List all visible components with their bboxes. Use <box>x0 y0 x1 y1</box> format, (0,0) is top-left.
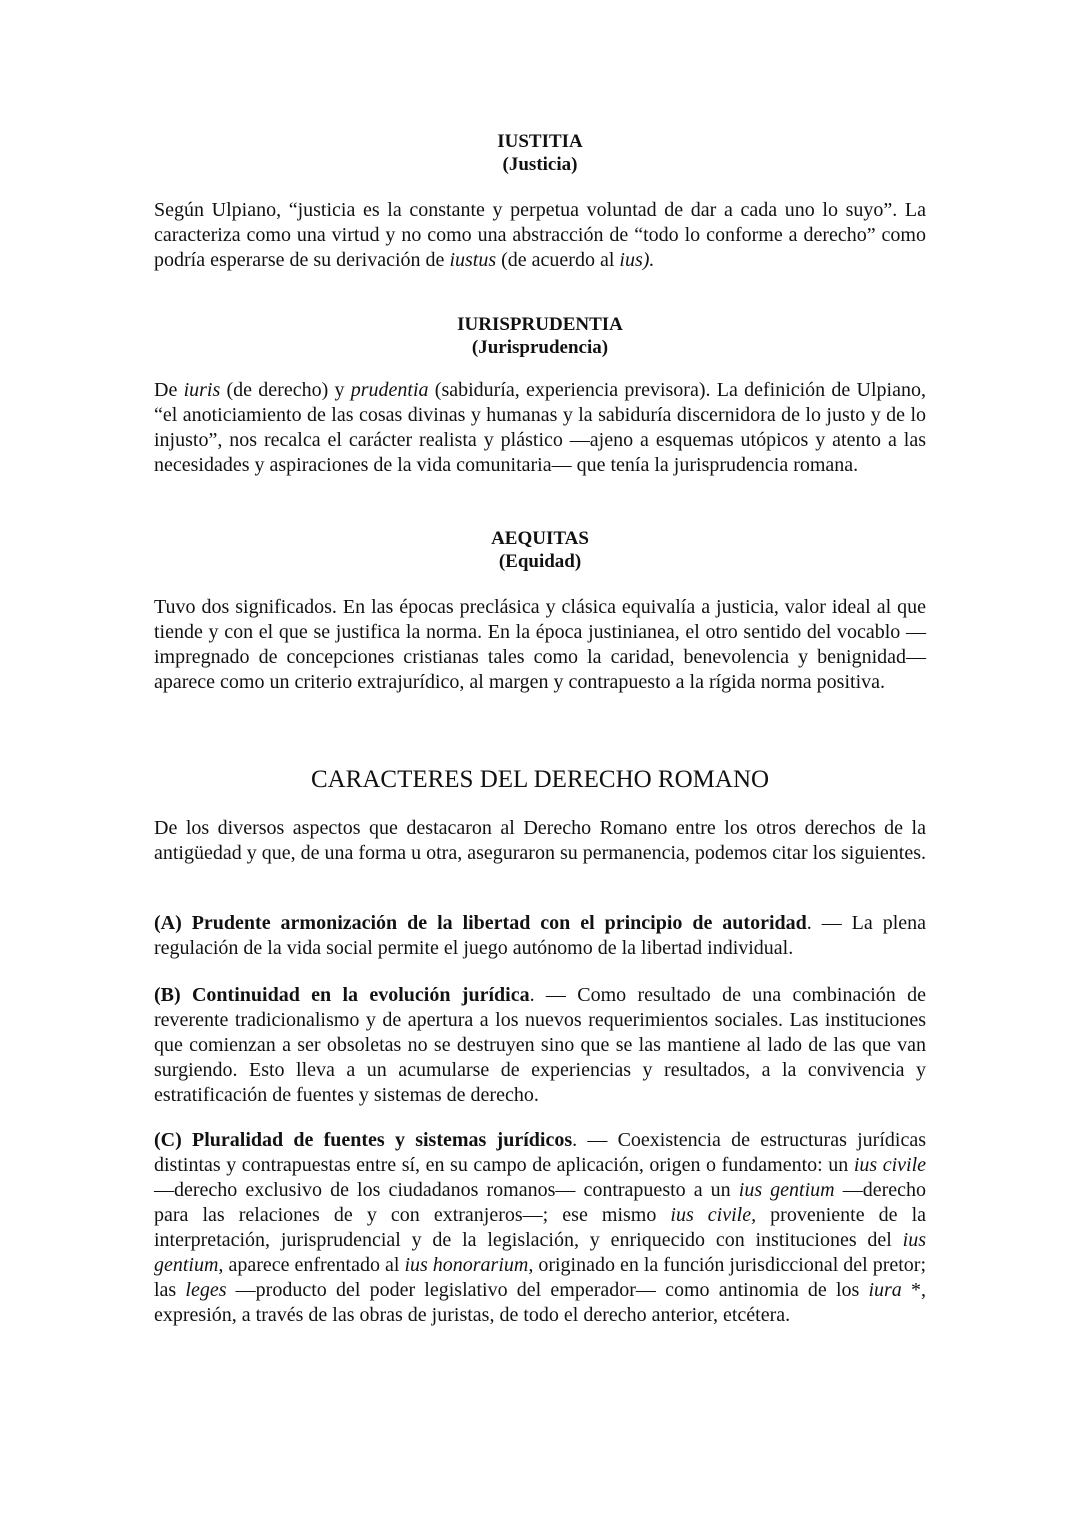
caracteres-intro <box>154 816 926 866</box>
section-paragraph <box>154 198 926 273</box>
text-run: (de derecho) y <box>220 379 351 401</box>
caracter-paragraph <box>154 1128 926 1328</box>
bold-heading: (A) Prudente armonización de la libertad con el principio de autoridad <box>154 912 807 934</box>
section-title: AEQUITAS <box>491 528 589 549</box>
caracter-c <box>154 1128 926 1328</box>
section-title: IURISPRUDENTIA <box>457 314 623 335</box>
bold-heading: (B) Continuidad en la evolución jurídica <box>154 984 530 1006</box>
section-paragraph <box>154 595 926 695</box>
text-run: De <box>154 379 184 401</box>
text-run: (de acuerdo al <box>496 249 620 271</box>
italic-term: ius civile, <box>670 1204 757 1226</box>
section-subtitle: (Equidad) <box>498 551 582 572</box>
bold-heading: (C) Pluralidad de fuentes y sistemas jurídicos <box>154 1129 573 1151</box>
text-run: . — Coexistencia de estructuras jurídicas distintas y contrapuestas entre sí, en su campo de aplicación, origen o fundamento: un <box>154 1129 926 1176</box>
italic-term: ius gentium, <box>154 1229 926 1276</box>
section-iustitia <box>154 130 926 273</box>
text-run: aparece enfrentado al <box>223 1254 405 1276</box>
italic-term: iuris <box>183 379 221 401</box>
italic-term: prudentia <box>350 379 429 401</box>
text-run: De los diversos aspectos que destacaron al Derecho Romano entre los otros derechos de la antigüedad y que, de una forma u otra, aseguraron su permanencia, podemos citar los siguientes. <box>154 817 926 864</box>
text-run: originado en la función jurisdiccional del pretor; las <box>154 1254 926 1301</box>
text-run: —derecho exclusivo de los ciudadanos romanos— contrapuesto a un <box>154 1179 739 1201</box>
italic-term: ius honorarium, <box>404 1254 534 1276</box>
intro-paragraph <box>154 816 926 866</box>
italic-term: ius gentium <box>738 1179 835 1201</box>
caracter-a <box>154 911 926 961</box>
section-paragraph <box>154 378 926 478</box>
caracter-paragraph <box>154 911 926 961</box>
caracter-paragraph <box>154 983 926 1108</box>
italic-term: ius). <box>619 249 655 271</box>
text-run: proveniente de la interpretación, jurisprudencial y de la legislación, y enriquecido con instituciones del <box>154 1204 927 1251</box>
text-run: (sabiduría, experiencia previsora). La definición de Ulpiano, “el anoticiamiento de las cosas divinas y humanas y la sabiduría discernidora de lo justo y de lo injusto”, nos recalca el carácter realista y plástico —ajeno a esquemas utópicos y atento a las necesidades y aspiraciones de la vida comunitaria— que tenía la jurisprudencia romana. <box>154 379 926 476</box>
italic-term: ius civile <box>853 1154 927 1176</box>
section-subtitle: (Justicia) <box>502 154 578 175</box>
caracteres-heading: CARACTERES DEL DERECHO ROMANO <box>310 766 770 793</box>
section-aequitas <box>154 527 926 695</box>
caracter-b <box>154 983 926 1108</box>
text-run: Según Ulpiano, “justicia es la constante y perpetua voluntad de dar a cada uno lo suyo”. La caracteriza como una virtud y no como una abstracción de “todo lo conforme a derecho” como podría esperarse de su derivación de <box>154 199 926 271</box>
italic-term: iustus <box>449 249 497 271</box>
section-title: IUSTITIA <box>497 131 583 152</box>
text-run: . — Como resultado de una combinación de reverente tradicionalismo y de apertura a los nuevos requerimientos sociales. Las instituciones que comienzan a ser obsoletas no se destruyen sino que se las mantiene al lado de las que van surgiendo. Esto lleva a un acumularse de experiencias y resultados, a la convivencia y estratificación de fuentes y sistemas de derecho. <box>154 984 927 1106</box>
section-iurisprudentia <box>154 313 926 478</box>
text-run: *, expresión, a través de las obras de juristas, de todo el derecho anterior, etcétera. <box>154 1279 926 1326</box>
text-run: . — La plena regulación de la vida social permite el juego autónomo de la libertad individual. <box>154 912 927 959</box>
italic-term: iura <box>868 1279 902 1301</box>
section-subtitle: (Jurisprudencia) <box>471 337 609 358</box>
italic-term: leges <box>185 1279 227 1301</box>
text-run: —derecho para las relaciones de y con extranjeros—; ese mismo <box>154 1179 926 1226</box>
text-run: —producto del poder legislativo del emperador— como antinomia de los <box>226 1279 869 1301</box>
text-run: Tuvo dos significados. En las épocas preclásica y clásica equivalía a justicia, valor ideal al que tiende y con el que se justifica la norma. En la época justinianea, el otro sentido del vocablo —impregnado de concepciones cristianas tales como la caridad, benevolencia y benignidad— aparece como un criterio extrajurídico, al margen y contrapuesto a la rígida norma positiva. <box>154 596 926 693</box>
